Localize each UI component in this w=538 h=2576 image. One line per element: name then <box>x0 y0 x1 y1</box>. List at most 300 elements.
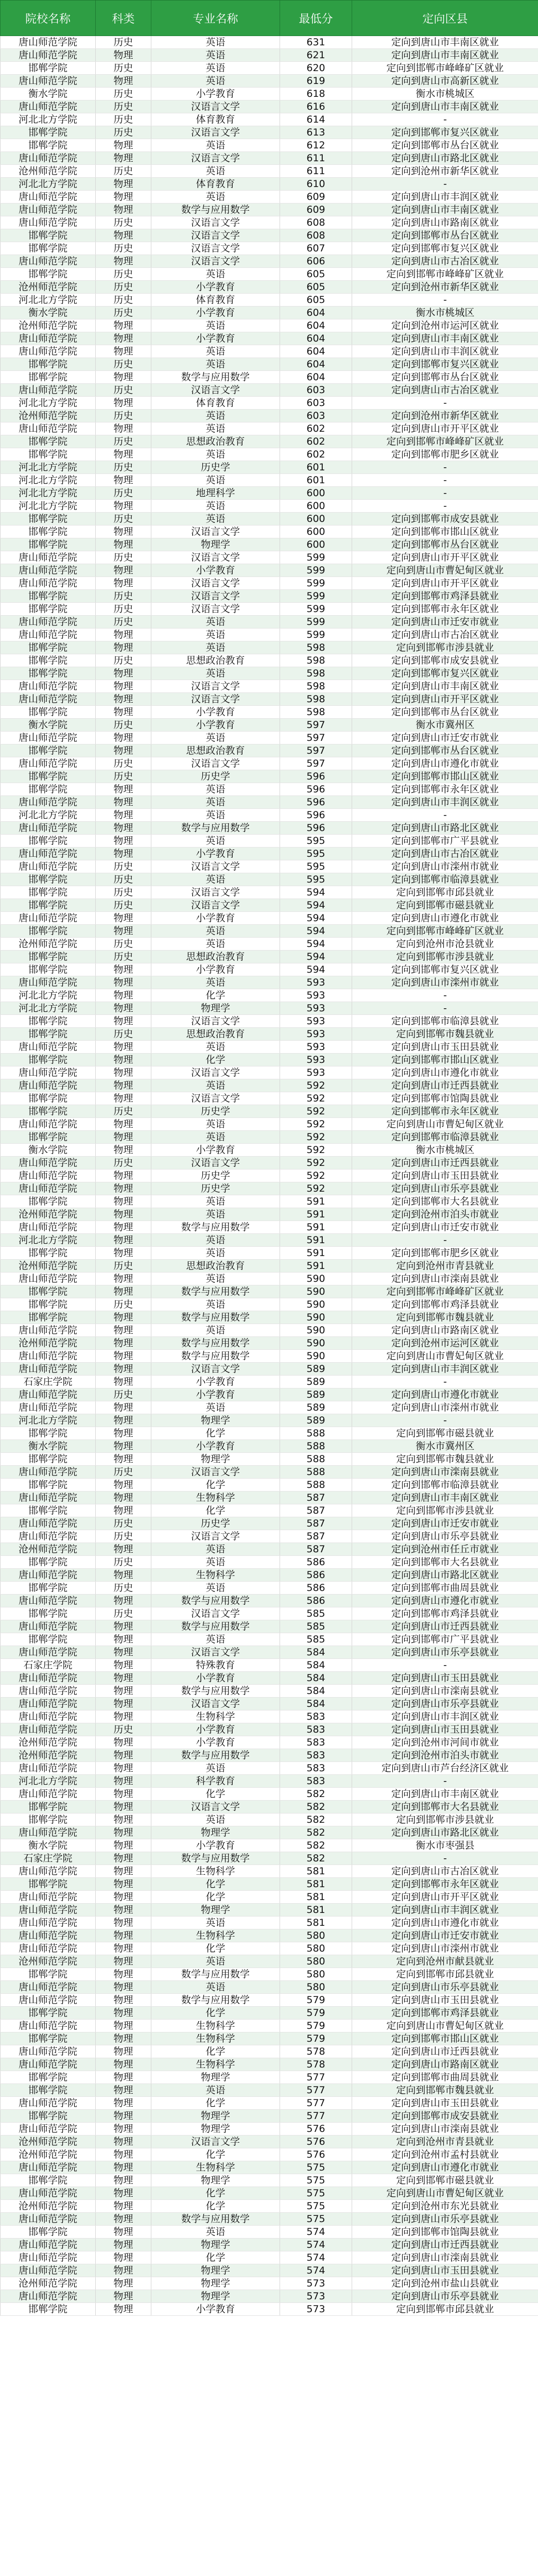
table-row <box>1 706 538 719</box>
cell-category: 物理 <box>96 319 151 332</box>
cell-category: 物理 <box>96 1685 151 1698</box>
table-row <box>1 757 538 770</box>
table-row <box>1 113 538 126</box>
cell-school: 石家庄学院 <box>1 1659 96 1672</box>
cell-district: - <box>352 1414 538 1427</box>
cell-category: 历史 <box>96 1028 151 1041</box>
cell-min-score: 587 <box>280 1492 352 1504</box>
cell-min-score: 573 <box>280 2277 352 2290</box>
cell-min-score: 579 <box>280 2032 352 2045</box>
table-row <box>1 487 538 500</box>
cell-district: 定向到邯郸市广平县就业 <box>352 1633 538 1646</box>
cell-school: 邯郸学院 <box>1 1814 96 1826</box>
table-row <box>1 1981 538 1994</box>
cell-min-score: 582 <box>280 1788 352 1801</box>
cell-category: 物理 <box>96 912 151 925</box>
cell-district: 定向到唐山市曹妃甸区就业 <box>352 564 538 577</box>
cell-category: 物理 <box>96 1801 151 1814</box>
cell-min-score: 594 <box>280 963 352 976</box>
cell-school: 唐山师范学院 <box>1 1157 96 1170</box>
table-row <box>1 2058 538 2071</box>
cell-school: 唐山师范学院 <box>1 1762 96 1775</box>
cell-school: 唐山师范学院 <box>1 1517 96 1530</box>
cell-district: 定向到沧州市运河区就业 <box>352 319 538 332</box>
cell-school: 石家庄学院 <box>1 1852 96 1865</box>
cell-school: 邯郸学院 <box>1 1015 96 1028</box>
cell-district: 定向到唐山市丰润区就业 <box>352 1363 538 1376</box>
cell-category: 物理 <box>96 1324 151 1337</box>
table-row <box>1 693 538 706</box>
cell-major: 化学 <box>151 1504 280 1517</box>
cell-district: 定向到唐山市路南区就业 <box>352 2058 538 2071</box>
cell-school: 邯郸学院 <box>1 1801 96 1814</box>
cell-major: 历史学 <box>151 770 280 783</box>
cell-district: 定向到唐山市滦州市就业 <box>352 1942 538 1955</box>
cell-min-score: 589 <box>280 1401 352 1414</box>
cell-district: - <box>352 474 538 487</box>
cell-category: 物理 <box>96 835 151 848</box>
cell-min-score: 583 <box>280 1775 352 1788</box>
cell-category: 物理 <box>96 1273 151 1285</box>
cell-district: 定向到唐山市丰南区就业 <box>352 1492 538 1504</box>
cell-school: 邯郸学院 <box>1 1028 96 1041</box>
cell-category: 物理 <box>96 2290 151 2303</box>
cell-district: 定向到唐山市古冶区就业 <box>352 1865 538 1878</box>
cell-category: 历史 <box>96 461 151 474</box>
cell-district: 定向到唐山市乐亭县就业 <box>352 1698 538 1710</box>
cell-major: 数学与应用数学 <box>151 1968 280 1981</box>
cell-category: 物理 <box>96 2097 151 2110</box>
table-row <box>1 1736 538 1749</box>
cell-district: 定向到邯郸市复兴区就业 <box>352 358 538 371</box>
cell-school: 唐山师范学院 <box>1 1324 96 1337</box>
cell-school: 石家庄学院 <box>1 1376 96 1388</box>
cell-school: 河北北方学院 <box>1 1234 96 1247</box>
table-row <box>1 1144 538 1157</box>
cell-category: 物理 <box>96 2161 151 2174</box>
cell-category: 物理 <box>96 345 151 358</box>
cell-min-score: 586 <box>280 1569 352 1582</box>
cell-major: 化学 <box>151 1427 280 1440</box>
table-row <box>1 667 538 680</box>
table-row <box>1 1517 538 1530</box>
cell-school: 唐山师范学院 <box>1 2020 96 2032</box>
cell-min-score: 612 <box>280 139 352 152</box>
cell-min-score: 592 <box>280 1131 352 1144</box>
table-row <box>1 1337 538 1350</box>
table-row <box>1 1775 538 1788</box>
cell-min-score: 584 <box>280 1685 352 1698</box>
cell-min-score: 605 <box>280 281 352 294</box>
table-row <box>1 1260 538 1273</box>
cell-min-score: 593 <box>280 1028 352 1041</box>
cell-school: 唐山师范学院 <box>1 1066 96 1079</box>
table-row <box>1 62 538 75</box>
cell-category: 物理 <box>96 1968 151 1981</box>
cell-school: 邯郸学院 <box>1 1504 96 1517</box>
cell-school: 邯郸学院 <box>1 1247 96 1260</box>
cell-major: 英语 <box>151 513 280 526</box>
cell-district: 定向到沧州市新华区就业 <box>352 410 538 422</box>
cell-district: - <box>352 1234 538 1247</box>
cell-category: 历史 <box>96 384 151 397</box>
cell-min-score: 574 <box>280 2264 352 2277</box>
cell-min-score: 609 <box>280 204 352 216</box>
cell-major: 英语 <box>151 976 280 989</box>
cell-category: 物理 <box>96 848 151 860</box>
cell-district: 定向到唐山市丰南区就业 <box>352 332 538 345</box>
cell-major: 英语 <box>151 36 280 49</box>
cell-school: 河北北方学院 <box>1 487 96 500</box>
cell-school: 唐山师范学院 <box>1 1698 96 1710</box>
cell-major: 小学教育 <box>151 332 280 345</box>
cell-district: 定向到沧州市运河区就业 <box>352 1337 538 1350</box>
cell-major: 小学教育 <box>151 912 280 925</box>
cell-school: 唐山师范学院 <box>1 2045 96 2058</box>
table-row <box>1 1839 538 1852</box>
cell-school: 唐山师范学院 <box>1 551 96 564</box>
table-row <box>1 397 538 410</box>
cell-school: 唐山师范学院 <box>1 345 96 358</box>
cell-min-score: 600 <box>280 538 352 551</box>
table-row <box>1 1749 538 1762</box>
table-row <box>1 1401 538 1414</box>
cell-major: 小学教育 <box>151 706 280 719</box>
cell-category: 物理 <box>96 139 151 152</box>
cell-category: 历史 <box>96 1517 151 1530</box>
cell-district: 定向到唐山市丰南区就业 <box>352 204 538 216</box>
cell-district: 定向到邯郸市临漳县就业 <box>352 1131 538 1144</box>
cell-category: 历史 <box>96 1260 151 1273</box>
table-row <box>1 1878 538 1891</box>
cell-district: 定向到邯郸市邱县就业 <box>352 1968 538 1981</box>
cell-district: 定向到沧州市新华区就业 <box>352 165 538 178</box>
cell-min-score: 579 <box>280 2007 352 2020</box>
cell-min-score: 599 <box>280 629 352 641</box>
cell-major: 思想政治教育 <box>151 744 280 757</box>
cell-district: 定向到邯郸市邯山区就业 <box>352 1054 538 1066</box>
table-row <box>1 1543 538 1556</box>
cell-major: 数学与应用数学 <box>151 204 280 216</box>
cell-district: 衡水市冀州区 <box>352 1440 538 1453</box>
cell-school: 邯郸学院 <box>1 1968 96 1981</box>
table-row <box>1 1762 538 1775</box>
cell-category: 物理 <box>96 706 151 719</box>
cell-major: 数学与应用数学 <box>151 1595 280 1607</box>
cell-category: 物理 <box>96 1865 151 1878</box>
cell-school: 河北北方学院 <box>1 178 96 191</box>
cell-district: 定向到唐山市路南区就业 <box>352 216 538 229</box>
cell-min-score: 588 <box>280 1479 352 1492</box>
table-row <box>1 732 538 744</box>
table-row <box>1 1350 538 1363</box>
cell-school: 沧州师范学院 <box>1 1749 96 1762</box>
cell-school: 衡水学院 <box>1 88 96 100</box>
table-row <box>1 1929 538 1942</box>
cell-category: 物理 <box>96 1170 151 1182</box>
cell-min-score: 583 <box>280 1762 352 1775</box>
table-row <box>1 500 538 513</box>
cell-district: 定向到邯郸市磁县就业 <box>352 899 538 912</box>
cell-min-score: 604 <box>280 319 352 332</box>
cell-min-score: 592 <box>280 1092 352 1105</box>
cell-major: 物理学 <box>151 1453 280 1466</box>
cell-major: 物理学 <box>151 2264 280 2277</box>
cell-min-score: 621 <box>280 49 352 62</box>
cell-major: 汉语言文学 <box>151 1607 280 1620</box>
cell-school: 邯郸学院 <box>1 1479 96 1492</box>
table-row <box>1 835 538 848</box>
table-row <box>1 319 538 332</box>
cell-category: 物理 <box>96 371 151 384</box>
cell-category: 历史 <box>96 294 151 307</box>
cell-district: 定向到邯郸市鸡泽县就业 <box>352 2007 538 2020</box>
cell-category: 物理 <box>96 1904 151 1917</box>
cell-category: 物理 <box>96 1917 151 1929</box>
cell-min-score: 601 <box>280 461 352 474</box>
cell-category: 物理 <box>96 1826 151 1839</box>
table-row <box>1 1595 538 1607</box>
cell-school: 邯郸学院 <box>1 744 96 757</box>
header-min-score: 最低分 <box>280 1 352 36</box>
cell-category: 物理 <box>96 1762 151 1775</box>
table-row <box>1 577 538 590</box>
cell-min-score: 585 <box>280 1620 352 1633</box>
cell-district: 定向到唐山市丰润区就业 <box>352 1904 538 1917</box>
cell-category: 历史 <box>96 886 151 899</box>
cell-min-score: 605 <box>280 294 352 307</box>
cell-min-score: 576 <box>280 2148 352 2161</box>
table-row <box>1 1131 538 1144</box>
cell-min-score: 599 <box>280 603 352 616</box>
cell-major: 历史学 <box>151 1105 280 1118</box>
cell-min-score: 586 <box>280 1595 352 1607</box>
cell-district: 定向到唐山市滦南县就业 <box>352 1466 538 1479</box>
cell-min-score: 596 <box>280 822 352 835</box>
cell-major: 物理学 <box>151 538 280 551</box>
cell-school: 河北北方学院 <box>1 1002 96 1015</box>
cell-major: 数学与应用数学 <box>151 2213 280 2226</box>
cell-school: 沧州师范学院 <box>1 2136 96 2148</box>
table-row <box>1 1788 538 1801</box>
cell-category: 物理 <box>96 1002 151 1015</box>
table-row <box>1 1247 538 1260</box>
cell-school: 邯郸学院 <box>1 1633 96 1646</box>
cell-category: 物理 <box>96 1929 151 1942</box>
table-row <box>1 1492 538 1504</box>
cell-min-score: 580 <box>280 1929 352 1942</box>
cell-category: 物理 <box>96 1595 151 1607</box>
cell-category: 历史 <box>96 938 151 951</box>
table-row <box>1 1221 538 1234</box>
table-row <box>1 1157 538 1170</box>
cell-major: 英语 <box>151 809 280 822</box>
table-row <box>1 1182 538 1195</box>
cell-school: 沧州师范学院 <box>1 1208 96 1221</box>
cell-category: 物理 <box>96 1440 151 1453</box>
cell-school: 唐山师范学院 <box>1 75 96 88</box>
cell-major: 英语 <box>151 938 280 951</box>
cell-min-score: 600 <box>280 513 352 526</box>
cell-district: - <box>352 989 538 1002</box>
cell-min-score: 586 <box>280 1582 352 1595</box>
cell-major: 英语 <box>151 1543 280 1556</box>
cell-major: 英语 <box>151 345 280 358</box>
cell-min-score: 598 <box>280 641 352 654</box>
cell-min-score: 591 <box>280 1247 352 1260</box>
cell-district: 定向到唐山市玉田县就业 <box>352 1170 538 1182</box>
cell-district: 定向到邯郸市临漳县就业 <box>352 873 538 886</box>
cell-school: 唐山师范学院 <box>1 1981 96 1994</box>
cell-category: 历史 <box>96 1157 151 1170</box>
cell-school: 邯郸学院 <box>1 2303 96 2316</box>
cell-district: 定向到唐山市古冶区就业 <box>352 848 538 860</box>
cell-min-score: 597 <box>280 719 352 732</box>
cell-district: 衡水市枣强县 <box>352 1839 538 1852</box>
cell-category: 物理 <box>96 1710 151 1723</box>
table-row <box>1 410 538 422</box>
cell-major: 生物科学 <box>151 1710 280 1723</box>
cell-district: 定向到唐山市开平区就业 <box>352 1891 538 1904</box>
cell-min-score: 602 <box>280 422 352 435</box>
cell-major: 生物科学 <box>151 2032 280 2045</box>
cell-category: 物理 <box>96 1066 151 1079</box>
cell-major: 小学教育 <box>151 1723 280 1736</box>
cell-min-score: 582 <box>280 1801 352 1814</box>
cell-min-score: 578 <box>280 2045 352 2058</box>
cell-min-score: 598 <box>280 654 352 667</box>
cell-category: 历史 <box>96 113 151 126</box>
header-district: 定向区县 <box>352 1 538 36</box>
cell-major: 英语 <box>151 629 280 641</box>
cell-min-score: 598 <box>280 680 352 693</box>
cell-district: 定向到唐山市乐亭县就业 <box>352 1646 538 1659</box>
cell-school: 邯郸学院 <box>1 1105 96 1118</box>
table-row <box>1 100 538 113</box>
cell-min-score: 576 <box>280 2123 352 2136</box>
table-row <box>1 242 538 255</box>
cell-district: - <box>352 178 538 191</box>
cell-district: 定向到邯郸市邯山区就业 <box>352 2032 538 2045</box>
table-row <box>1 1079 538 1092</box>
table-row <box>1 860 538 873</box>
cell-major: 汉语言文学 <box>151 1530 280 1543</box>
table-row <box>1 1504 538 1517</box>
cell-district: 定向到邯郸市曲周县就业 <box>352 2071 538 2084</box>
cell-school: 唐山师范学院 <box>1 2123 96 2136</box>
cell-major: 数学与应用数学 <box>151 1852 280 1865</box>
cell-school: 唐山师范学院 <box>1 2251 96 2264</box>
cell-min-score: 611 <box>280 165 352 178</box>
cell-major: 汉语言文学 <box>151 152 280 165</box>
cell-major: 数学与应用数学 <box>151 1221 280 1234</box>
cell-category: 物理 <box>96 2123 151 2136</box>
cell-category: 物理 <box>96 448 151 461</box>
cell-district: 定向到唐山市开平区就业 <box>352 577 538 590</box>
cell-min-score: 618 <box>280 88 352 100</box>
cell-major: 科学教育 <box>151 1775 280 1788</box>
cell-school: 唐山师范学院 <box>1 822 96 835</box>
cell-school: 唐山师范学院 <box>1 2161 96 2174</box>
cell-major: 英语 <box>151 1273 280 1285</box>
cell-school: 唐山师范学院 <box>1 216 96 229</box>
cell-major: 体育教育 <box>151 178 280 191</box>
cell-min-score: 606 <box>280 255 352 268</box>
table-header-row <box>1 1 538 36</box>
cell-min-score: 603 <box>280 397 352 410</box>
cell-district: 定向到邯郸市涉县就业 <box>352 951 538 963</box>
cell-category: 历史 <box>96 616 151 629</box>
cell-school: 邯郸学院 <box>1 603 96 616</box>
cell-major: 汉语言文学 <box>151 680 280 693</box>
cell-district: 定向到邯郸市永年区就业 <box>352 783 538 796</box>
table-row <box>1 783 538 796</box>
cell-category: 历史 <box>96 1298 151 1311</box>
table-row <box>1 1801 538 1814</box>
cell-min-score: 603 <box>280 410 352 422</box>
cell-category: 物理 <box>96 474 151 487</box>
cell-major: 英语 <box>151 667 280 680</box>
cell-major: 英语 <box>151 165 280 178</box>
cell-district: 定向到邯郸市峰峰矿区就业 <box>352 435 538 448</box>
cell-school: 唐山师范学院 <box>1 1994 96 2007</box>
cell-min-score: 575 <box>280 2213 352 2226</box>
cell-major: 数学与应用数学 <box>151 1311 280 1324</box>
table-row <box>1 1917 538 1929</box>
cell-category: 历史 <box>96 1723 151 1736</box>
cell-category: 物理 <box>96 178 151 191</box>
table-row <box>1 2239 538 2251</box>
cell-min-score: 581 <box>280 1904 352 1917</box>
cell-category: 物理 <box>96 1569 151 1582</box>
cell-school: 邯郸学院 <box>1 1427 96 1440</box>
cell-school: 邯郸学院 <box>1 358 96 371</box>
table-row <box>1 2123 538 2136</box>
cell-major: 数学与应用数学 <box>151 1350 280 1363</box>
cell-district: 定向到沧州市新华区就业 <box>352 281 538 294</box>
table-row <box>1 358 538 371</box>
table-row <box>1 564 538 577</box>
cell-school: 唐山师范学院 <box>1 680 96 693</box>
cell-min-score: 583 <box>280 1723 352 1736</box>
cell-major: 英语 <box>151 1814 280 1826</box>
cell-major: 英语 <box>151 1195 280 1208</box>
cell-category: 物理 <box>96 1144 151 1157</box>
table-row <box>1 1994 538 2007</box>
table-row <box>1 216 538 229</box>
cell-category: 历史 <box>96 281 151 294</box>
cell-category: 物理 <box>96 2303 151 2316</box>
cell-major: 英语 <box>151 732 280 744</box>
cell-category: 物理 <box>96 822 151 835</box>
cell-district: 定向到唐山市滦州市就业 <box>352 1401 538 1414</box>
table-row <box>1 2226 538 2239</box>
table-row <box>1 1968 538 1981</box>
cell-major: 英语 <box>151 616 280 629</box>
cell-category: 物理 <box>96 1479 151 1492</box>
table-row <box>1 1646 538 1659</box>
table-row <box>1 422 538 435</box>
cell-school: 河北北方学院 <box>1 397 96 410</box>
cell-major: 思想政治教育 <box>151 951 280 963</box>
cell-category: 历史 <box>96 757 151 770</box>
cell-min-score: 595 <box>280 835 352 848</box>
table-row <box>1 1865 538 1878</box>
table-row <box>1 281 538 294</box>
cell-category: 历史 <box>96 100 151 113</box>
cell-district: 定向到唐山市迁安市就业 <box>352 1929 538 1942</box>
cell-major: 英语 <box>151 1118 280 1131</box>
